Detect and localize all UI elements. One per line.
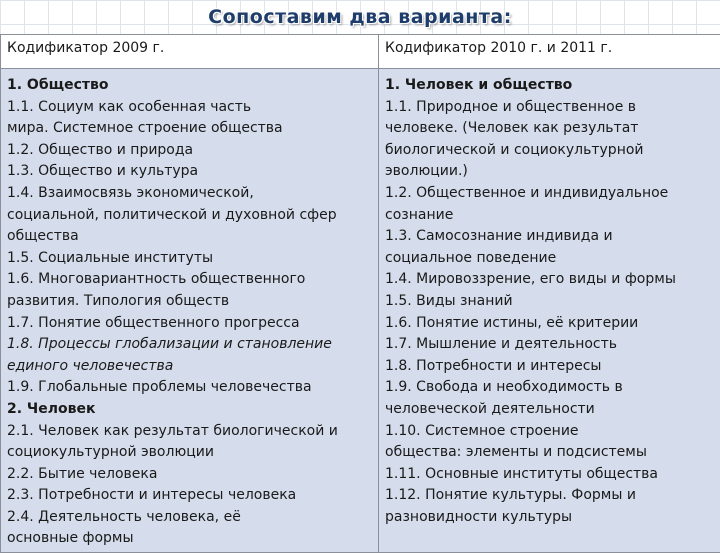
codifier-2010-line: 1.11. Основные институты общества [385,464,714,486]
codifier-2010-line: 1.12. Понятие культуры. Формы и [385,485,714,507]
codifier-2010-line: биологической и социокультурной [385,140,714,162]
codifier-2010-line: человеческой деятельности [385,399,714,421]
codifier-2009-line: единого человечества [7,356,372,378]
codifier-2010-line: разновидности культуры [385,507,714,529]
header-codifier-2010-2011: Кодификатор 2010 г. и 2011 г. [379,35,720,69]
codifier-2009-content [1,69,379,553]
codifier-2009-line: 1.1. Социум как особенная часть [7,97,372,119]
table-body-row [1,69,720,553]
codifier-2009-line: 2.4. Деятельность человека, её [7,507,372,529]
codifier-2010-line: эволюции.) [385,161,714,183]
codifier-2009-line: 1.7. Понятие общественного прогресса [7,313,372,335]
codifier-2010-line: 1.7. Мышление и деятельность [385,334,714,356]
slide-title: Сопоставим два варианта: [0,6,720,28]
codifier-2009-line: 2.2. Бытие человека [7,464,372,486]
codifier-2009-line: 1.9. Глобальные проблемы человечества [7,377,372,399]
codifier-2009-line: общества [7,226,372,248]
codifier-2009-line: основные формы [7,528,372,550]
codifier-2009-line: 1.5. Социальные институты [7,248,372,270]
header-codifier-2009: Кодификатор 2009 г. [1,35,379,69]
codifier-2010-list [385,75,714,528]
codifier-2009-line: 2.1. Человек как результат биологической и [7,421,372,443]
codifier-2010-line: 1.4. Мировоззрение, его виды и формы [385,269,714,291]
codifier-2010-line: 1.3. Самосознание индивида и [385,226,714,248]
codifier-2010-line: 1.10. Системное строение [385,421,714,443]
comparison-table [0,34,720,553]
codifier-2010-line: социальное поведение [385,248,714,270]
codifier-2010-line: 1.5. Виды знаний [385,291,714,313]
codifier-2010-line: сознание [385,205,714,227]
table-header-row [1,35,720,69]
codifier-2009-line: развития. Типология обществ [7,291,372,313]
codifier-2009-line: 2. Человек [7,399,372,421]
codifier-2009-line: 1.4. Взаимосвязь экономической, [7,183,372,205]
codifier-2010-line: 1.2. Общественное и индивидуальное [385,183,714,205]
codifier-2009-line: 1. Общество [7,75,372,97]
codifier-2010-line: 1.6. Понятие истины, её критерии [385,313,714,335]
codifier-2009-line: мира. Системное строение общества [7,118,372,140]
codifier-2009-line: социокультурной эволюции [7,442,372,464]
codifier-2009-line: социальной, политической и духовной сфер [7,205,372,227]
codifier-2010-line: 1.9. Свобода и необходимость в [385,377,714,399]
codifier-2010-line: общества: элементы и подсистемы [385,442,714,464]
codifier-2010-line: 1.8. Потребности и интересы [385,356,714,378]
codifier-2010-content [379,69,720,553]
codifier-2010-line: 1.1. Природное и общественное в [385,97,714,119]
codifier-2009-line: 2.3. Потребности и интересы человека [7,485,372,507]
codifier-2009-line: 1.2. Общество и природа [7,140,372,162]
codifier-2009-line: 1.3. Общество и культура [7,161,372,183]
codifier-2009-line: 1.6. Многовариантность общественного [7,269,372,291]
codifier-2010-line: человеке. (Человек как результат [385,118,714,140]
codifier-2009-line: 1.8. Процессы глобализации и становление [7,334,372,356]
codifier-2009-list [7,75,372,550]
codifier-2010-line: 1. Человек и общество [385,75,714,97]
